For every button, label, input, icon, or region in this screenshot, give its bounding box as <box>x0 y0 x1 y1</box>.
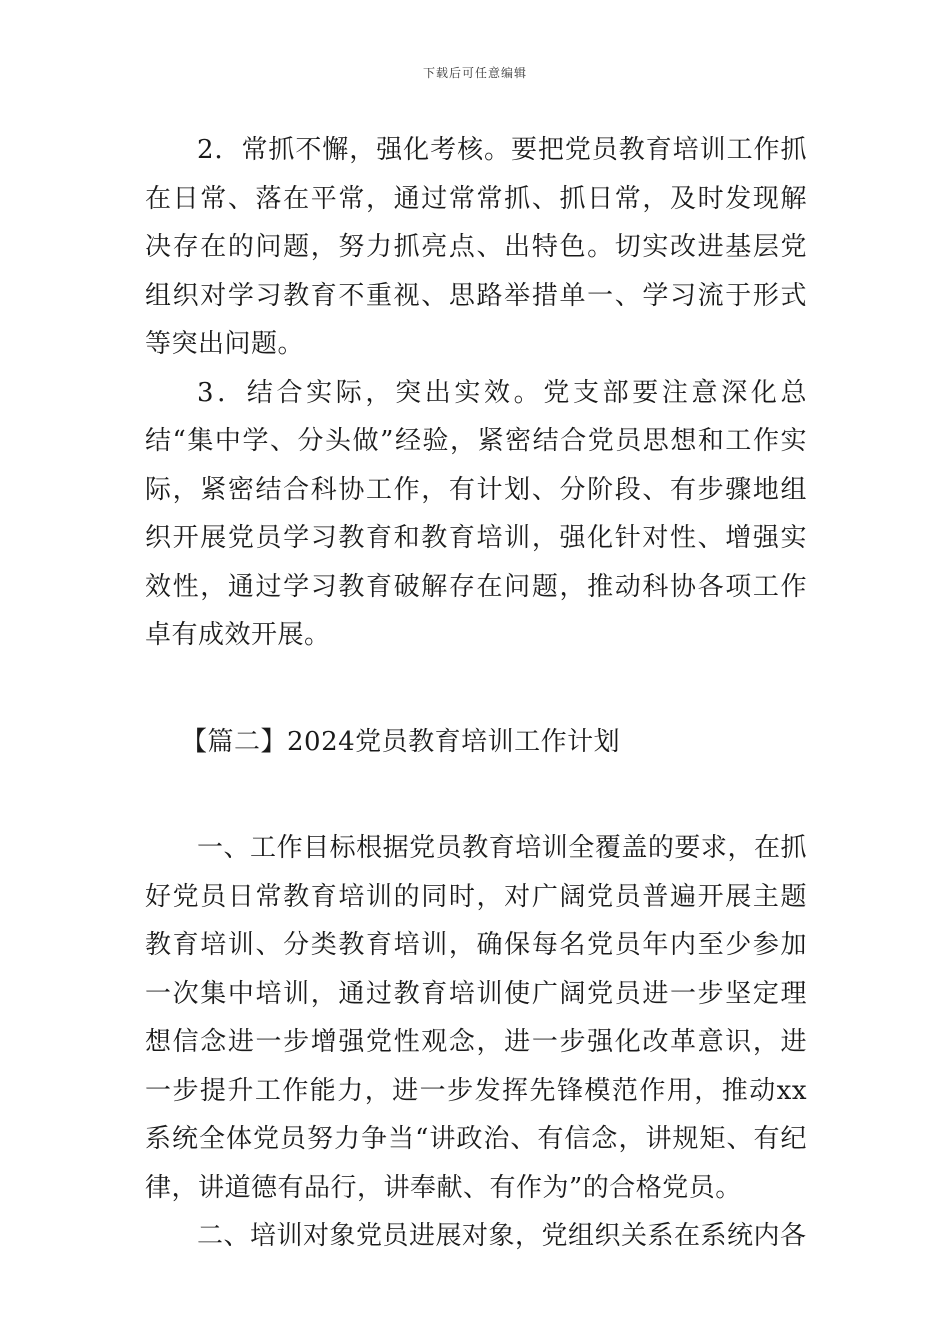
paragraph-point-3: 3．结合实际，突出实效。党支部要注意深化总结“集中学、分头做”经验，紧密结合党员思想和工作实际，紧密结合科协工作，有计划、分阶段、有步骤地组织开展党员学习教育和教育培训，强化针对性、增强实效性，通过学习教育破解存在问题，推动科协各项工作卓有成效开展。 <box>145 377 807 650</box>
paragraph-work-goals: 一、工作目标根据党员教育培训全覆盖的要求，在抓好党员日常教育培训的同时，对广阔党员普遍开展主题教育培训、分类教育培训，确保每名党员年内至少参加一次集中培训，通过教育培训使广阔党员进一步坚定理想信念进一步增强党性观念，进一步强化改革意识，进一步提升工作能力，进一步发挥先锋模范作用，推动xx系统全体党员努力争当“讲政治、有信念，讲规矩、有纪律，讲道德有品行，讲奉献、有作为”的合格党员。 <box>145 833 807 1203</box>
paragraph-point-2: 2．常抓不懈，强化考核。要把党员教育培训工作抓在日常、落在平常，通过常常抓、抓日常，及时发现解决存在的问题，努力抓亮点、出特色。切实改进基层党组织对学习教育不重视、思路举措单一、学习流于形式等突出问题。 <box>145 135 807 359</box>
header-note: 下载后可任意编辑 <box>422 66 527 80</box>
paragraph-training-targets: 二、培训对象党员进展对象，党组织关系在系统内各 <box>197 1221 807 1251</box>
document-body <box>145 126 807 1261</box>
section-heading: 【篇二】2024党员教育培训工作计划 <box>181 726 621 757</box>
